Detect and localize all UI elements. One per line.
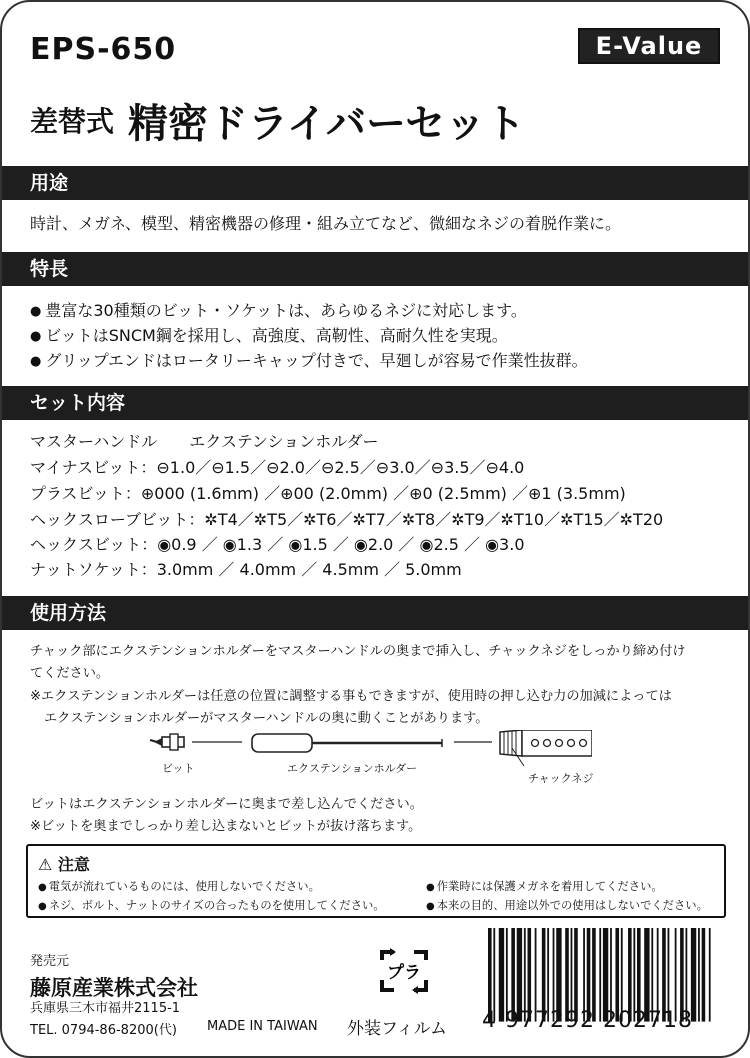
feature-item: ● 豊富な30種類のビット・ソケットは、あらゆるネジに対応します。 [30, 303, 527, 319]
title-prefix: 差替式 [30, 105, 115, 138]
usage-text: 時計、メガネ、模型、精密機器の修理・組み立てなど、微細なネジの着脱作業に。 [30, 214, 622, 233]
caution-box [26, 844, 726, 918]
title-main: 精密ドライバーセット [128, 101, 526, 147]
section-heading-method: 使用方法 [2, 596, 750, 630]
section-heading-contents: セット内容 [2, 386, 750, 420]
barcode-bar [698, 928, 700, 1022]
method-text: ビットはエクステンションホルダーに奥まで差し込んでください。 [30, 797, 423, 812]
company-address: 兵庫県三木市福井2115-1 [30, 1001, 181, 1016]
caution-item: ● 電気が流れているものには、使用しないでください。 [38, 878, 320, 894]
brand-logo: E-Value [578, 28, 720, 64]
method-note: ※エクステンションホルダーは任意の位置に調整する事もできますが、使用時の押し込む力の加減によっては [30, 689, 672, 704]
contents-line: ヘックスローブビット：✲T4／✲T5／✲T6／✲T7／✲T8／✲T9／✲T10／✲T15／✲T20 [30, 510, 664, 529]
feature-item: ● ビットはSNCM鋼を採用し、高強度、高靭性、高耐久性を実現。 [30, 328, 508, 344]
barcode-number: 4 977292 202718 [482, 1008, 693, 1033]
caution-item: ● ネジ、ボルト、ナットのサイズの合ったものを使用してください。 [38, 897, 385, 913]
model-number: EPS-650 [30, 32, 177, 67]
company-name: 藤原産業株式会社 [30, 976, 198, 1000]
contents-line: マイナスビット：⊖1.0／⊖1.5／⊖2.0／⊖2.5／⊖3.0／⊖3.5／⊖4.0 [30, 458, 525, 477]
bit-illustration [150, 734, 184, 750]
method-text: てください。 [30, 666, 110, 681]
contents-line: ナットソケット：3.0mm ／ 4.0mm ／ 4.5mm ／ 5.0mm [30, 560, 462, 579]
method-note: エクステンションホルダーがマスターハンドルの奥に動くことがあります。 [44, 711, 489, 726]
caution-item: ● 本来の目的、用途以外での使用はしないでください。 [426, 897, 708, 913]
recycle-mark-icon [374, 946, 434, 996]
barcode-bar [709, 928, 711, 1022]
handle-illustration [500, 730, 592, 766]
company-tel: TEL. 0794-86-8200(代) [30, 1023, 177, 1038]
holder-illustration [252, 734, 442, 752]
caution-item: ● 作業時には保護メガネを着用してください。 [426, 878, 663, 894]
label-holder: エクステンションホルダー [287, 762, 418, 775]
label-bit: ビット [162, 762, 195, 775]
svg-text:プラ: プラ [387, 963, 421, 983]
assembly-diagram [142, 730, 592, 790]
method-text: チャック部にエクステンションホルダーをマスターハンドルの奥まで挿入し、チャックネジをしっかり締め付け [30, 644, 686, 659]
section-heading-features: 特長 [2, 252, 750, 286]
label-chuck-screw: チャックネジ [528, 772, 594, 785]
product-title [30, 92, 525, 149]
method-warning: ※ビットを奥までしっかり差し込まないとビットが抜け落ちます。 [30, 819, 422, 834]
barcode-bar [702, 928, 706, 1022]
seller-label: 発売元 [30, 954, 70, 969]
feature-item: ● グリップエンドはロータリーキャップ付きで、早廻しが容易で作業性抜群。 [30, 353, 588, 369]
contents-line: プラスビット：⊕000 (1.6mm) ／⊕00 (2.0mm) ／⊕0 (2.5mm) ／⊕1 (3.5mm) [30, 484, 626, 503]
film-label: 外装フィルム [347, 1019, 447, 1039]
contents-line: ヘックスビット：◉0.9 ／ ◉1.3 ／ ◉1.5 ／ ◉2.0 ／ ◉2.5 ／ ◉3.0 [30, 535, 525, 554]
section-heading-usage: 用途 [2, 166, 750, 200]
made-in-label: MADE IN TAIWAN [207, 1019, 318, 1034]
contents-line: マスターハンドル エクステンションホルダー [30, 432, 379, 451]
caution-title: ⚠ 注意 [38, 855, 90, 874]
